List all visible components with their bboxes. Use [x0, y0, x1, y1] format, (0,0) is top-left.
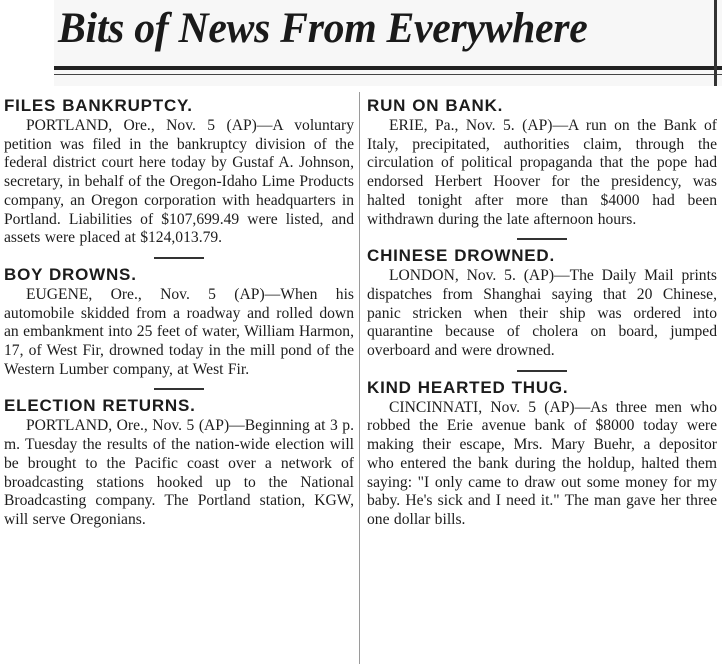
article-run-on-bank [367, 96, 717, 229]
article-boy-drowns [4, 265, 354, 380]
article-separator [154, 257, 204, 259]
article-body: LONDON, Nov. 5. (AP)—The Daily Mail prints dispatches from Shanghai saying that 20 Chinese, panic stricken when their ship was ordered into quarantine because of cholera on board, jumped overboard and were drowned. [367, 267, 717, 360]
article-body: ERIE, Pa., Nov. 5. (AP)—A run on the Bank of Italy, precipitated, authorities claim, through the circulation of political propaganda that the pope had endorsed Herbert Hoover for the presidency, was halted tonight after more than $4000 had been withdrawn during the late afternoon hours. [367, 117, 717, 228]
column-divider [359, 92, 360, 664]
article-body: PORTLAND, Ore., Nov. 5 (AP)—Beginning at 3 p. m. Tuesday the results of the nation-wide election will be brought to the Pacific coast over a network of broadcasting stations hooked up to the National Broadcasting company. The Portland station, KGW, will serve Oregonians. [4, 417, 354, 528]
left-column [4, 96, 354, 530]
article-body: EUGENE, Ore., Nov. 5 (AP)—When his automobile skidded from a roadway and rolled down an embankment into 25 feet of water, William Harmon, 17, of West Fir, drowned today in the mill pond of the Western Lumber company, at West Fir. [4, 285, 354, 378]
article-kind-hearted-thug [367, 378, 717, 530]
article-headline: ELECTION RETURNS. [4, 396, 196, 416]
article-files-bankruptcy [4, 96, 354, 248]
article-body: CINCINNATI, Nov. 5 (AP)—As three men who robbed the Erie avenue bank of $8000 today were making their escape, Mrs. Mary Buehr, a depositor who entered the bank during the holdup, halted them saying: "I only came to draw out some money for my baby. He's sick and I need it." The man gave her three one dollar bills. [367, 398, 717, 528]
masthead-rule-thick [54, 66, 722, 70]
article-chinese-drowned [367, 246, 717, 361]
masthead [54, 0, 722, 86]
page-title: Bits of News From Everywhere [58, 5, 588, 52]
article-headline: FILES BANKRUPTCY. [4, 96, 193, 115]
article-separator [154, 388, 204, 390]
article-headline: KIND HEARTED THUG. [367, 377, 569, 397]
article-separator [517, 370, 567, 372]
article-headline: RUN ON BANK. [367, 96, 504, 115]
article-headline: CHINESE DROWNED. [367, 246, 556, 266]
masthead-rule-thin [54, 74, 722, 75]
article-election-returns [4, 396, 354, 529]
article-headline: BOY DROWNS. [4, 264, 137, 284]
right-column [367, 96, 717, 530]
article-body: PORTLAND, Ore., Nov. 5 (AP)—A voluntary petition was filed in the bankruptcy division of the federal district court here today by Gustaf A. Johnson, secretary, in behalf of the Oregon-Idaho Lime Products company, an Oregon corporation with headquarters in Portland. Liabilities of $107,699.49 were listed, and assets were placed at $124,013.79. [4, 117, 354, 247]
article-separator [517, 238, 567, 240]
clipping-edge [714, 0, 717, 86]
